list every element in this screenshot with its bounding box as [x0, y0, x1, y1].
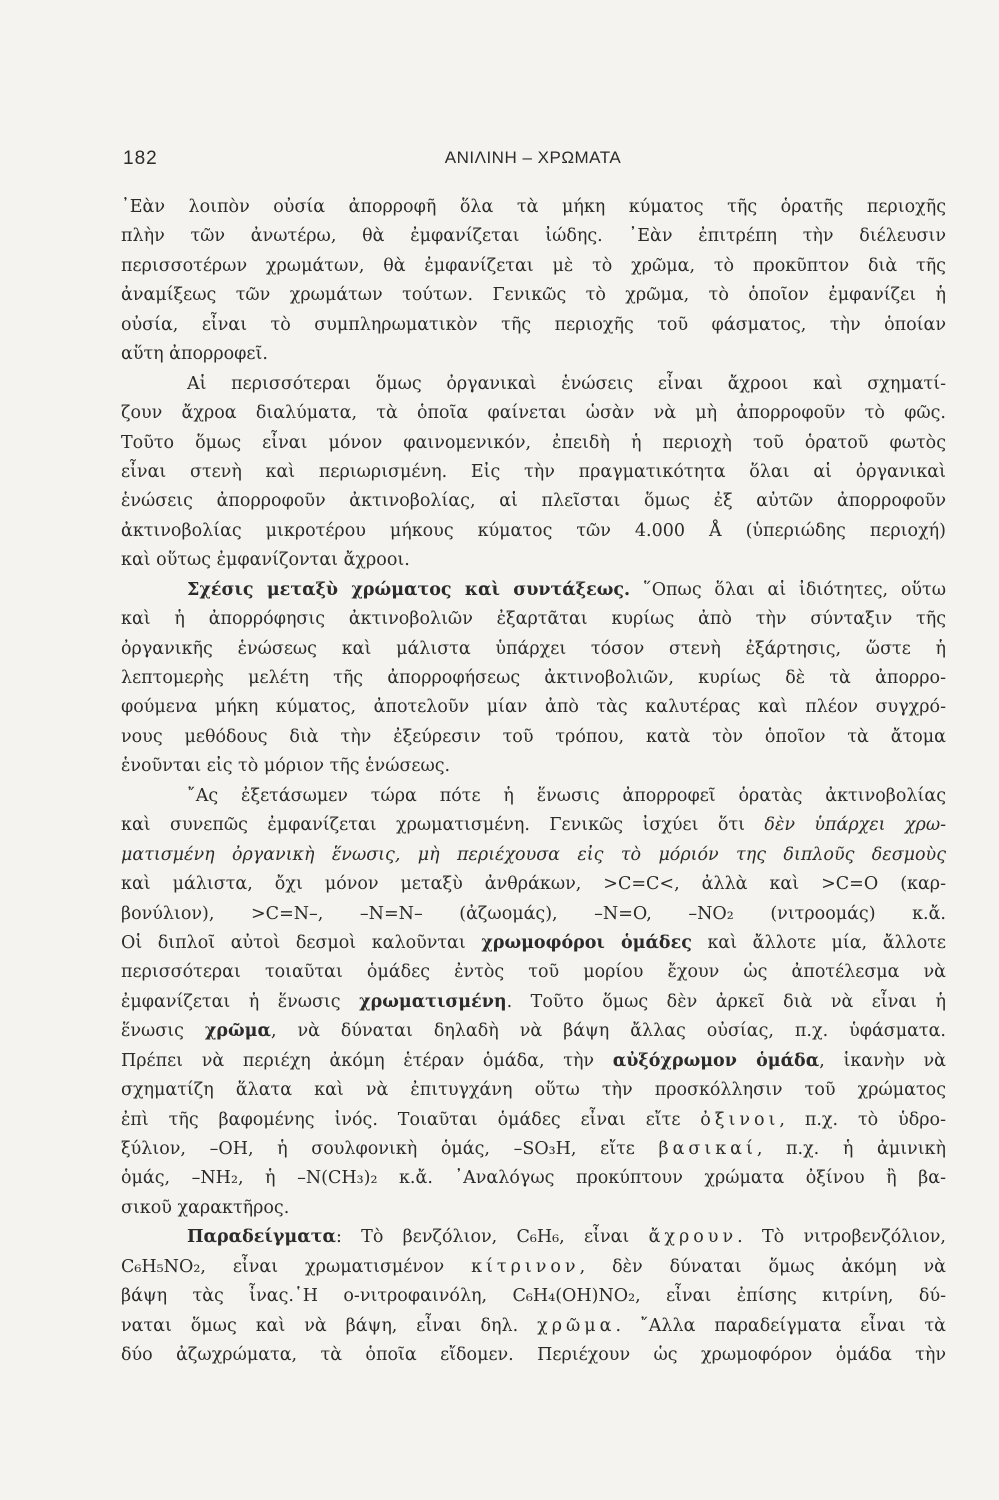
- body-text: [121, 193, 946, 1371]
- page-number: 182: [123, 148, 158, 169]
- line-text-segment: Οἱ διπλοῖ αὐτοὶ δεσμοὶ καλοῦνται: [121, 932, 482, 953]
- line-text-segment: σχηματίζη ἅλατα καὶ νὰ ἐπιτυγχάνη οὕτω τὴν προσκόλλησιν τοῦ χρώματος: [121, 1080, 946, 1101]
- line-text-segment: νους μεθόδους διὰ τὴν ἐξεύρεσιν τοῦ τρόπου, κατὰ τὸν ὁποῖον τὰ ἄτομα: [121, 726, 946, 747]
- text-line: [121, 1106, 946, 1135]
- text-line: [121, 311, 946, 340]
- line-text-segment: C₆H₅NO₂, εἶναι χρωματισμένον: [121, 1256, 472, 1277]
- line-spaced-segment: ὀξινοι: [700, 1109, 780, 1130]
- line-bold-segment: Σχέσις μεταξὺ χρώματος καὶ συντάξεως.: [187, 579, 631, 600]
- line-text-segment: ζουν ἄχροα διαλύματα, τὰ ὁποῖα φαίνεται ὡσὰν νὰ μὴ ἀπορροφοῦν τὸ φῶς.: [121, 403, 946, 424]
- line-text-segment: , ἱκανὴν νὰ: [819, 1050, 946, 1071]
- text-line: [121, 1194, 946, 1223]
- text-line: [121, 723, 946, 752]
- line-text-segment: Αἱ περισσότεραι ὅμως ὀργανικαὶ ἑνώσεις εἶναι ἄχροοι καὶ σχηματί-: [187, 373, 946, 394]
- line-text-segment: περισσότεραι τοιαῦται ὁμάδες ἐντὸς τοῦ μορίου ἔχουν ὡς ἀποτέλεσμα νὰ: [121, 962, 946, 983]
- line-text-segment: ναται ὅμως καὶ νὰ βάψη, εἶναι δηλ.: [121, 1315, 538, 1336]
- line-text-segment: εἶναι στενὴ καὶ περιωρισμένη. Εἰς τὴν πραγματικότητα ὅλαι αἱ ὀργανικαὶ: [121, 461, 946, 482]
- line-text-segment: , π.χ. ἡ ἀμινικὴ: [756, 1139, 946, 1159]
- page-header: [123, 148, 943, 176]
- line-text-segment: ἕνωσις: [121, 1021, 205, 1042]
- line-text-segment: ῞Οπως ὅλαι αἱ ἰδιότητες, οὕτω: [630, 579, 946, 600]
- line-text-segment: ἀναμίξεως τῶν χρωμάτων τούτων. Γενικῶς τὸ χρῶμα, τὸ ὁποῖον ἐμφανίζει ἡ: [121, 285, 946, 306]
- line-text-segment: Τοῦτο ὅμως εἶναι μόνον φαινομενικόν, ἐπειδὴ ἡ περιοχὴ τοῦ ὁρατοῦ φωτὸς: [121, 432, 946, 453]
- line-text-segment: , δὲν δύναται ὅμως ἀκόμη νὰ: [579, 1256, 946, 1277]
- line-text-segment: δύο ἀζωχρώματα, τὰ ὁποῖα εἴδομεν. Περιέχουν ὡς χρωμοφόρον ὁμάδα τὴν: [121, 1345, 946, 1366]
- line-text-segment: ξύλιον, –OH, ἡ σουλφονικὴ ὁμάς, –SO₃H, εἴτε: [121, 1139, 659, 1159]
- text-line: [121, 546, 946, 575]
- text-line: [121, 664, 946, 693]
- text-line: [121, 1076, 946, 1105]
- text-line: [121, 1164, 946, 1193]
- line-bold-segment: Παραδείγματα: [187, 1227, 336, 1248]
- line-spaced-segment: κίτρινον: [471, 1256, 580, 1277]
- text-line: [121, 782, 946, 811]
- line-italic-segment: ματισμένη ὀργανικὴ ἕνωσις, μὴ περιέχουσα εἰς τὸ μόριόν της διπλοῦς δεσμοὺς: [121, 844, 946, 865]
- line-text-segment: ἐμφανίζεται ἡ ἕνωσις: [121, 991, 360, 1012]
- line-text-segment: φούμενα μήκη κύματος, ἀποτελοῦν μίαν ἀπὸ τὰς καλυτέρας καὶ πλέον συγχρό-: [121, 697, 946, 718]
- line-text-segment: καὶ συνεπῶς ἐμφανίζεται χρωματισμένη. Γενικῶς ἰσχύει ὅτι: [121, 815, 765, 836]
- text-line: [121, 752, 946, 781]
- running-title: ΑΝΙΛΙΝΗ – ΧΡΩΜΑΤΑ: [444, 148, 622, 167]
- line-bold-segment: χρωματισμένη: [359, 991, 507, 1012]
- text-line: [121, 576, 946, 605]
- text-line: [121, 1017, 946, 1046]
- text-line: [121, 1282, 946, 1311]
- line-text-segment: ὀργανικῆς ἑνώσεως καὶ μάλιστα ὑπάρχει τόσον στενὴ ἐξάρτησις, ὥστε ἡ: [121, 638, 946, 659]
- text-line: [121, 487, 946, 516]
- line-bold-segment: χρωμοφόροι ὁμάδες: [481, 932, 692, 953]
- line-text-segment: . Τὸ νιτροβενζόλιον,: [737, 1227, 946, 1248]
- line-text-segment: . Τοῦτο ὅμως δὲν ἀρκεῖ διὰ νὰ εἶναι ἡ: [506, 991, 946, 1012]
- line-text-segment: ἐπὶ τῆς βαφομένης ἰνός. Τοιαῦται ὁμάδες εἶναι εἴτε: [121, 1109, 701, 1130]
- text-line: [121, 841, 946, 870]
- line-text-segment: ἑνώσεις ἀπορροφοῦν ἀκτινοβολίας, αἱ πλεῖσται ὅμως ἐξ αὐτῶν ἀπορροφοῦν: [121, 491, 946, 512]
- line-text-segment: καὶ ἄλλοτε μία, ἄλλοτε: [691, 932, 946, 953]
- line-text-segment: λεπτομερὴς μελέτη τῆς ἀπορροφήσεως ἀκτινοβολιῶν, κυρίως δὲ τὰ ἀπορρο-: [121, 668, 946, 688]
- text-line: [121, 429, 946, 458]
- line-text-segment: περισσοτέρων χρωμάτων, θὰ ἐμφανίζεται μὲ τὸ χρῶμα, τὸ προκῦπτον διὰ τῆς: [121, 255, 946, 276]
- line-text-segment: ἀκτινοβολίας μικροτέρου μήκους κύματος τῶν 4.000 Å (ὑπεριώδης περιοχή): [121, 520, 946, 541]
- line-text-segment: , π.χ. τὸ ὑδρο-: [779, 1109, 946, 1130]
- text-line: [121, 900, 946, 929]
- text-line: [121, 988, 946, 1017]
- line-spaced-segment: βασικαί: [658, 1139, 757, 1159]
- line-text-segment: καὶ ἡ ἀπορρόφησις ἀκτινοβολιῶν ἐξαρτᾶται κυρίως ἀπὸ τὴν σύνταξιν τῆς: [121, 609, 946, 630]
- text-line: [121, 635, 946, 664]
- text-line: [121, 458, 946, 487]
- text-line: [121, 1253, 946, 1282]
- text-line: [121, 811, 946, 840]
- line-bold-segment: αὐξόχρωμον ὁμάδα: [612, 1050, 820, 1071]
- text-line: [121, 517, 946, 546]
- text-line: [121, 399, 946, 428]
- line-text-segment: ἑνοῦνται εἰς τὸ μόριον τῆς ἑνώσεως.: [121, 756, 451, 777]
- line-italic-segment: δὲν ὑπάρχει χρω-: [764, 815, 946, 836]
- text-line: [121, 929, 946, 958]
- text-line: [121, 370, 946, 399]
- text-line: [121, 1223, 946, 1252]
- text-line: [121, 1341, 946, 1370]
- text-line: [121, 340, 946, 369]
- text-line: [121, 1135, 946, 1164]
- text-line: [121, 1312, 946, 1341]
- text-line: [121, 605, 946, 634]
- line-text-segment: καὶ μάλιστα, ὄχι μόνον μεταξὺ ἀνθράκων, >C=C<, ἀλλὰ καὶ >C=O (καρ-: [121, 874, 946, 895]
- text-line: [121, 252, 946, 281]
- line-text-segment: αὕτη ἀπορροφεῖ.: [121, 344, 268, 365]
- line-spaced-segment: χρῶμα: [537, 1315, 616, 1336]
- line-text-segment: σικοῦ χαρακτῆρος.: [121, 1197, 290, 1218]
- line-text-segment: καὶ οὕτως ἐμφανίζονται ἄχροοι.: [121, 550, 410, 571]
- text-line: [121, 222, 946, 251]
- text-line: [121, 870, 946, 899]
- text-line: [121, 1047, 946, 1076]
- text-line: [121, 958, 946, 987]
- line-bold-segment: χρῶμα: [204, 1021, 271, 1042]
- line-text-segment: . ῎Αλλα παραδείγματα εἶναι τὰ: [615, 1315, 946, 1336]
- text-line: [121, 281, 946, 310]
- line-text-segment: βάψη τὰς ἶνας.῾Η ο-νιτροφαινόλη, C₆H₄(OH)NO₂, εἶναι ἐπίσης κιτρίνη, δύ-: [121, 1286, 946, 1307]
- line-text-segment: οὐσία, εἶναι τὸ συμπληρωματικὸν τῆς περιοχῆς τοῦ φάσματος, τὴν ὁποίαν: [121, 314, 946, 335]
- line-text-segment: ῎Ας ἐξετάσωμεν τώρα πότε ἡ ἕνωσις ἀπορροφεῖ ὁρατὰς ἀκτινοβολίας: [187, 785, 946, 806]
- text-line: [121, 193, 946, 222]
- line-text-segment: Πρέπει νὰ περιέχη ἀκόμη ἑτέραν ὁμάδα, τὴν: [121, 1050, 613, 1071]
- text-line: [121, 693, 946, 722]
- line-text-segment: , νὰ δύναται δηλαδὴ νὰ βάψη ἄλλας οὐσίας, π.χ. ὑφάσματα.: [270, 1021, 946, 1042]
- line-text-segment: ᾿Εὰν λοιπὸν οὐσία ἀπορροφῆ ὅλα τὰ μήκη κύματος τῆς ὁρατῆς περιοχῆς: [121, 197, 946, 217]
- line-text-segment: βονύλιον), >C=N–, –N=N– (ἀζωομάς), –N=O, –NO₂ (νιτροομάς) κ.ἄ.: [121, 903, 946, 924]
- line-text-segment: πλὴν τῶν ἀνωτέρω, θὰ ἐμφανίζεται ἰώδης. ᾿Εὰν ἐπιτρέπη τὴν διέλευσιν: [121, 226, 946, 247]
- line-text-segment: ὁμάς, –NH₂, ἡ –N(CH₃)₂ κ.ἄ. ᾿Αναλόγως προκύπτουν χρώματα ὀξίνου ἢ βα-: [121, 1168, 946, 1189]
- line-text-segment: : Τὸ βενζόλιον, C₆H₆, εἶναι: [335, 1227, 649, 1248]
- line-spaced-segment: ἄχρουν: [648, 1227, 738, 1248]
